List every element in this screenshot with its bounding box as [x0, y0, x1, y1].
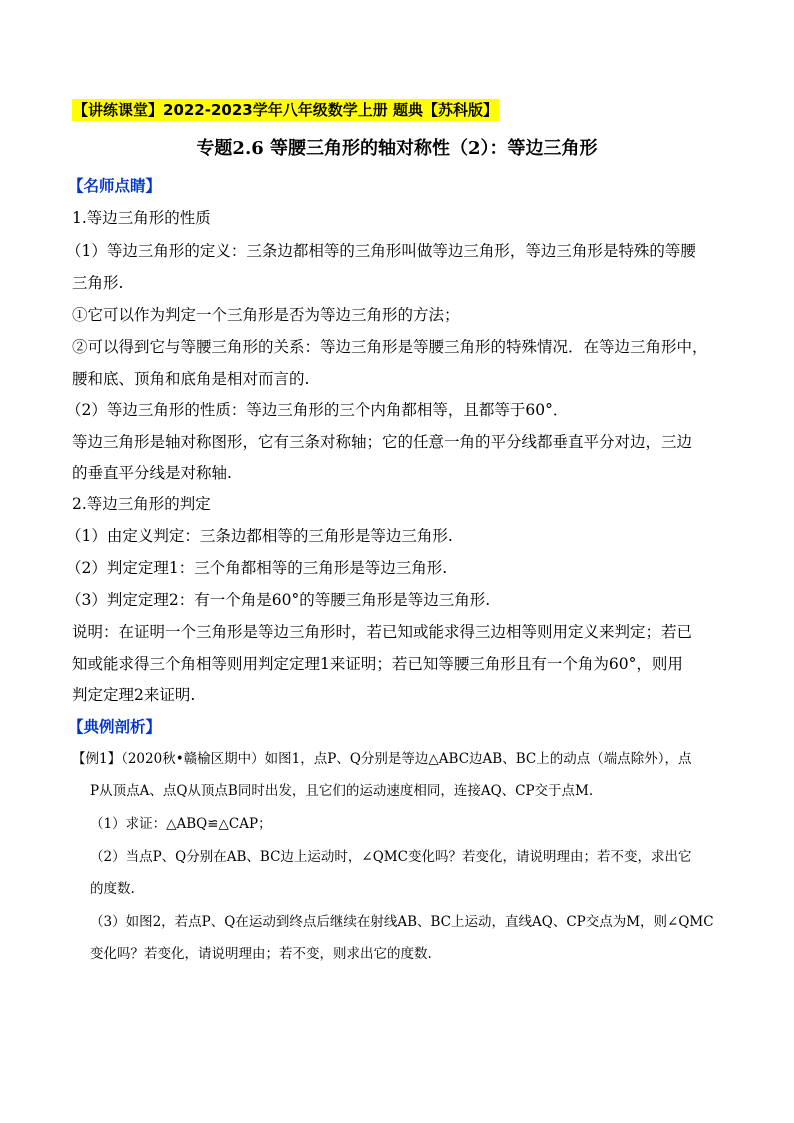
example-q2-line1: （2）当点P、Q分别在AB、BC边上运动时，∠QMC变化吗？若变化，请说明理由；若不变，求出它: [90, 849, 692, 865]
examples-heading: 【典例剖析】: [68, 717, 162, 736]
tips-def-line2: 三角形.: [72, 274, 124, 292]
tips-circle1: ①它可以作为判定一个三角形是否为等边三角形的方法；: [72, 306, 460, 324]
example-q3-line2: 变化吗？若变化，请说明理由；若不变，则求出它的度数.: [90, 946, 432, 962]
tips-def-line1: （1）等边三角形的定义：三条边都相等的三角形叫做等边三角形，等边三角形是特殊的等腰: [66, 242, 696, 260]
tips-axis-line2: 的垂直平分线是对称轴.: [72, 464, 232, 482]
tips-note-line3: 判定定理2来证明.: [72, 686, 196, 704]
tips-circle2-line1: ②可以得到它与等腰三角形的关系：等边三角形是等腰三角形的特殊情况．在等边三角形中，: [72, 338, 708, 356]
tips-circle2-line2: 腰和底、顶角和底角是相对而言的.: [72, 370, 310, 388]
tips-p2-heading: 2.等边三角形的判定: [72, 495, 211, 513]
example-q1: （1）求证：△ABQ≌△CAP；: [90, 816, 272, 832]
tips-axis-line1: 等边三角形是轴对称图形，它有三条对称轴；它的任意一角的平分线都垂直平分对边，三边: [72, 433, 693, 451]
series-header-highlight: 【讲练课堂】2022-2023学年八年级数学上册 题典【苏科版】: [73, 101, 498, 119]
tips-judge-item1: （1）由定义判定：三条边都相等的三角形是等边三角形.: [66, 527, 453, 545]
tips-p1-heading: 1.等边三角形的性质: [72, 209, 211, 227]
tips-heading: 【名师点睛】: [68, 176, 162, 195]
example-q2-line2: 的度数.: [90, 881, 135, 897]
tips-judge-item3: （3）判定定理2：有一个角是60°的等腰三角形是等边三角形.: [66, 591, 491, 609]
tips-property: （2）等边三角形的性质：等边三角形的三个内角都相等，且都等于60°．: [66, 401, 569, 419]
tips-judge-item2: （2）判定定理1：三个角都相等的三角形是等边三角形.: [66, 559, 448, 577]
page-title: 专题2.6 等腰三角形的轴对称性（2）：等边三角形: [196, 138, 598, 159]
example-line2: P从顶点A、点Q从顶点B同时出发，且它们的运动速度相同，连接AQ、CP交于点M.: [90, 783, 594, 799]
example-q3-line1: （3）如图2，若点P、Q在运动到终点后继续在射线AB、BC上运动，直线AQ、CP交点为M，则∠QMC: [90, 914, 714, 930]
tips-note-line1: 说明：在证明一个三角形是等边三角形时，若已知或能求得三边相等则用定义来判定；若已: [72, 623, 693, 641]
example-line1: 【例1】（2020秋•赣榆区期中）如图1，点P、Q分别是等边△ABC边AB、BC上的动点（端点除外），点: [72, 751, 692, 767]
tips-note-line2: 知或能求得三个角相等则用判定定理1来证明；若已知等腰三角形且有一个角为60°，则用: [72, 655, 683, 673]
